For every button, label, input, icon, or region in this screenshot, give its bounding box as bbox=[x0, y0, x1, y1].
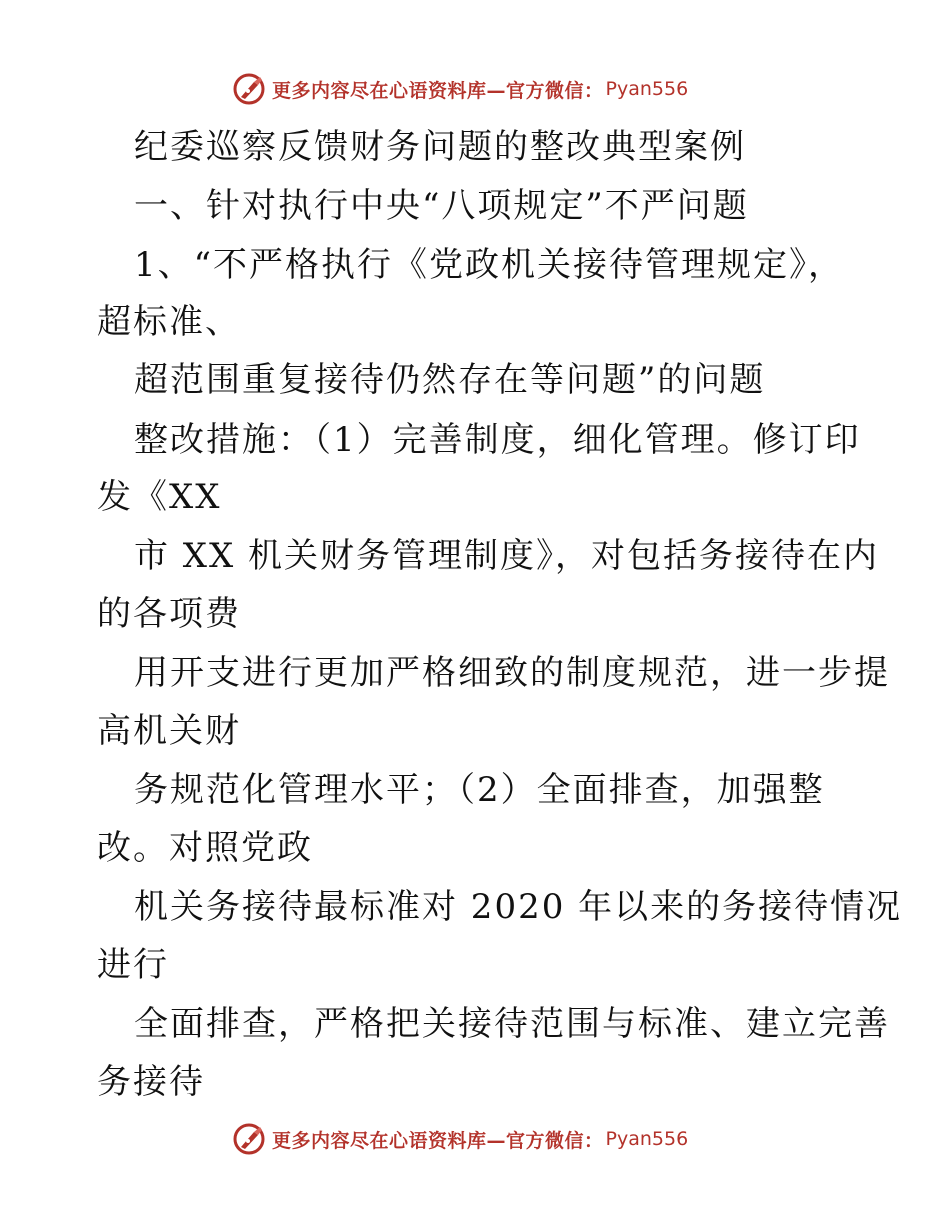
document-title: 纪委巡察反馈财务问题的整改典型案例 bbox=[134, 127, 746, 167]
pen-nib-logo-icon bbox=[232, 72, 266, 106]
item-heading: 1、“不严格执行《党政机关接待管理规定》， bbox=[134, 245, 845, 285]
section-heading: 一、针对执行中央“八项规定”不严问题 bbox=[134, 186, 749, 226]
text-line: 改。对照党政 bbox=[97, 828, 313, 868]
text-line: 进行 bbox=[97, 945, 169, 985]
text-line: 高机关财 bbox=[97, 711, 241, 751]
watermark-contact: Pyan556 bbox=[605, 78, 689, 100]
watermark-text: 更多内容尽在心语资料库—官方微信： bbox=[272, 1129, 604, 1152]
text-line: 全面排查，严格把关接待范围与标准、建立完善 bbox=[134, 1004, 890, 1044]
watermark-banner-bottom bbox=[232, 1122, 688, 1156]
text-line: 市 XX 机关财务管理制度》，对包括务接待在内 bbox=[134, 536, 880, 576]
text-line: 务规范化管理水平；（2）全面排查，加强整 bbox=[134, 770, 825, 810]
watermark-banner-top bbox=[232, 72, 688, 106]
text-line: 用开支进行更加严格细致的制度规范，进一步提 bbox=[134, 653, 890, 693]
text-line: 整改措施：（1）完善制度，细化管理。修订印 bbox=[134, 420, 861, 460]
text-line: 务接待 bbox=[97, 1062, 205, 1102]
watermark-text: 更多内容尽在心语资料库—官方微信： bbox=[272, 79, 604, 102]
pen-nib-logo-icon bbox=[232, 1122, 266, 1156]
text-line: 超标准、 bbox=[97, 302, 241, 342]
text-line: 发《XX bbox=[97, 477, 222, 517]
watermark-contact: Pyan556 bbox=[605, 1128, 689, 1150]
text-line: 超范围重复接待仍然存在等问题”的问题 bbox=[134, 360, 766, 400]
text-line: 的各项费 bbox=[97, 594, 241, 634]
text-line: 机关务接待最标准对 2020 年以来的务接待情况 bbox=[134, 887, 903, 927]
